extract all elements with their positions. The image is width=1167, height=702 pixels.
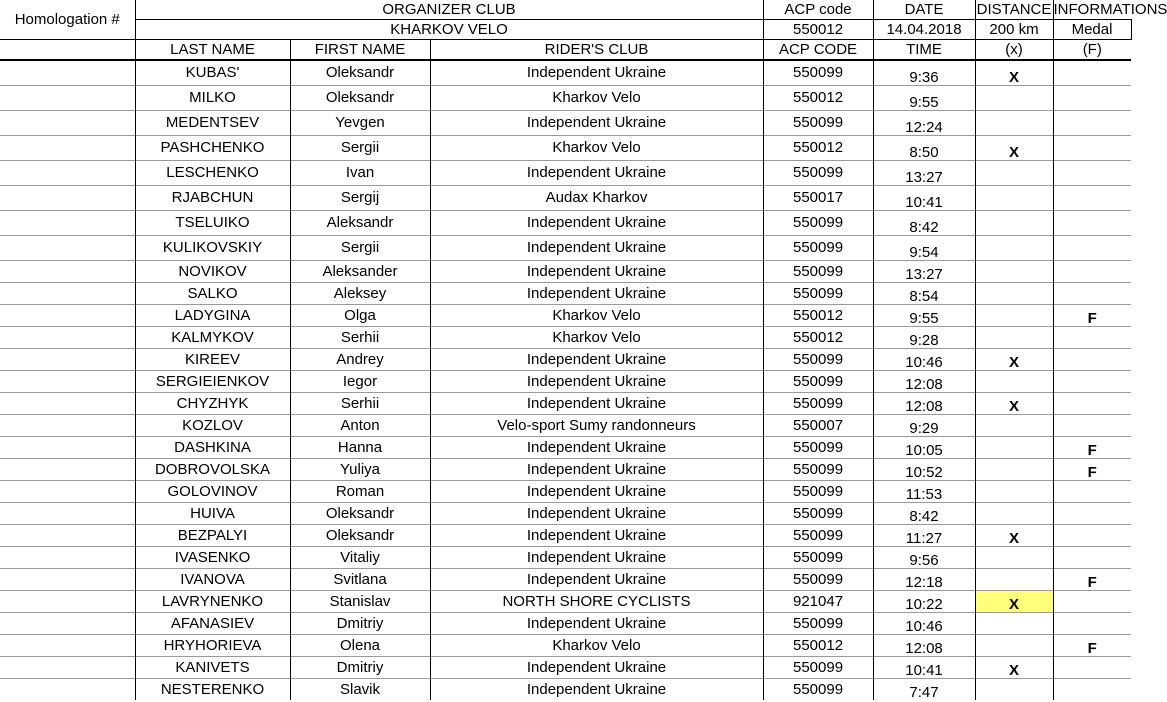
row-lead-cell xyxy=(0,568,135,590)
medal-cell xyxy=(975,546,1053,568)
first-name-cell: Hanna xyxy=(290,436,430,458)
time-cell: 12:08 xyxy=(873,392,975,414)
gender-cell xyxy=(1053,524,1131,546)
last-name-cell: GOLOVINOV xyxy=(135,480,290,502)
gender-cell xyxy=(1053,85,1131,110)
gender-cell xyxy=(1053,326,1131,348)
time-cell: 9:28 xyxy=(873,326,975,348)
row-lead-cell xyxy=(0,304,135,326)
first-name-cell: Anton xyxy=(290,414,430,436)
last-name-cell: HUIVA xyxy=(135,502,290,524)
last-name-cell: SALKO xyxy=(135,282,290,304)
acp-code-cell: 550012 xyxy=(763,326,873,348)
medal-cell xyxy=(975,210,1053,235)
riders-club-cell: Independent Ukraine xyxy=(430,546,763,568)
row-lead-cell xyxy=(0,678,135,700)
first-name-cell: Aleksander xyxy=(290,260,430,282)
last-name-cell: SERGIEIENKOV xyxy=(135,370,290,392)
column-header-row xyxy=(0,40,1131,61)
acp-code-cell: 550099 xyxy=(763,458,873,480)
medal-label: Medal xyxy=(1053,20,1131,40)
table-row xyxy=(0,282,1131,304)
informations-label: INFORMATIONS xyxy=(1053,1,1167,18)
acp-code-cell: 550099 xyxy=(763,612,873,634)
acp-code-cell: 550012 xyxy=(763,135,873,160)
medal-cell: X xyxy=(975,590,1053,612)
table-row xyxy=(0,185,1131,210)
medal-cell xyxy=(975,304,1053,326)
time-cell: 8:42 xyxy=(873,502,975,524)
table-row xyxy=(0,568,1131,590)
acp-code-cell: 550099 xyxy=(763,210,873,235)
time-cell: 9:55 xyxy=(873,304,975,326)
last-name-cell: KANIVETS xyxy=(135,656,290,678)
riders-club-cell: Independent Ukraine xyxy=(430,568,763,590)
table-row xyxy=(0,634,1131,656)
acp-code-cell: 550007 xyxy=(763,414,873,436)
gender-cell xyxy=(1053,348,1131,370)
time-cell: 13:27 xyxy=(873,160,975,185)
last-name-cell: KIREEV xyxy=(135,348,290,370)
acp-code-cell: 550099 xyxy=(763,282,873,304)
time-cell: 10:41 xyxy=(873,656,975,678)
first-name-cell: Stanislav xyxy=(290,590,430,612)
row-lead-cell xyxy=(0,135,135,160)
time-cell: 13:27 xyxy=(873,260,975,282)
medal-cell: X xyxy=(975,348,1053,370)
row-lead-cell xyxy=(0,348,135,370)
time-cell: 12:08 xyxy=(873,370,975,392)
riders-club-cell: Independent Ukraine xyxy=(430,110,763,135)
time-cell: 12:18 xyxy=(873,568,975,590)
first-name-cell: Ivan xyxy=(290,160,430,185)
medal-cell xyxy=(975,568,1053,590)
medal-cell: X xyxy=(975,656,1053,678)
row-lead-cell xyxy=(0,458,135,480)
distance-value: 200 km xyxy=(975,20,1053,40)
last-name-cell: KUBAS' xyxy=(135,60,290,85)
first-name-cell: Roman xyxy=(290,480,430,502)
row-lead-cell xyxy=(0,656,135,678)
riders-club-cell: Independent Ukraine xyxy=(430,370,763,392)
riders-club-cell: Independent Ukraine xyxy=(430,502,763,524)
last-name-cell: HRYHORIEVA xyxy=(135,634,290,656)
riders-club-cell: Independent Ukraine xyxy=(430,524,763,546)
table-row xyxy=(0,678,1131,700)
col-time: TIME xyxy=(873,40,975,61)
table-row xyxy=(0,546,1131,568)
table-row xyxy=(0,135,1131,160)
distance-label: DISTANCE xyxy=(976,1,1052,18)
gender-cell xyxy=(1053,110,1131,135)
gender-cell xyxy=(1053,656,1131,678)
medal-cell xyxy=(975,480,1053,502)
acp-code-cell: 550012 xyxy=(763,85,873,110)
time-cell: 10:05 xyxy=(873,436,975,458)
row-lead-cell xyxy=(0,282,135,304)
table-row xyxy=(0,590,1131,612)
time-cell: 9:29 xyxy=(873,414,975,436)
first-name-cell: Olena xyxy=(290,634,430,656)
riders-club-cell: Independent Ukraine xyxy=(430,612,763,634)
gender-cell xyxy=(1053,612,1131,634)
medal-cell xyxy=(975,678,1053,700)
riders-club-cell: Velo-sport Sumy randonneurs xyxy=(430,414,763,436)
time-cell: 8:54 xyxy=(873,282,975,304)
medal-cell: X xyxy=(975,392,1053,414)
last-name-cell: LADYGINA xyxy=(135,304,290,326)
row-lead-cell xyxy=(0,185,135,210)
col-riders-club: RIDER'S CLUB xyxy=(430,40,763,61)
row-lead-cell xyxy=(0,160,135,185)
row-lead-cell xyxy=(0,414,135,436)
table-row xyxy=(0,656,1131,678)
riders-club-cell: Independent Ukraine xyxy=(430,392,763,414)
medal-cell xyxy=(975,235,1053,260)
gender-cell xyxy=(1053,502,1131,524)
medal-cell xyxy=(975,612,1053,634)
first-name-cell: Sergii xyxy=(290,235,430,260)
medal-cell xyxy=(975,370,1053,392)
gender-cell: F xyxy=(1053,304,1131,326)
riders-club-cell: Independent Ukraine xyxy=(430,458,763,480)
row-lead-cell xyxy=(0,370,135,392)
first-name-cell: Andrey xyxy=(290,348,430,370)
first-name-cell: Svitlana xyxy=(290,568,430,590)
col-acp-code: ACP CODE xyxy=(763,40,873,61)
riders-club-cell: Independent Ukraine xyxy=(430,160,763,185)
acp-code-cell: 550099 xyxy=(763,392,873,414)
time-cell: 8:42 xyxy=(873,210,975,235)
table-row xyxy=(0,260,1131,282)
header-row-1 xyxy=(0,0,1131,20)
first-name-cell: Vitaliy xyxy=(290,546,430,568)
row-lead-cell xyxy=(0,480,135,502)
medal-cell xyxy=(975,458,1053,480)
gender-cell xyxy=(1053,590,1131,612)
table-row xyxy=(0,160,1131,185)
riders-club-cell: Independent Ukraine xyxy=(430,60,763,85)
header-row-2 xyxy=(0,20,1131,40)
table-row xyxy=(0,436,1131,458)
time-cell: 9:54 xyxy=(873,235,975,260)
last-name-cell: BEZPALYI xyxy=(135,524,290,546)
table-row xyxy=(0,480,1131,502)
first-name-cell: Aleksey xyxy=(290,282,430,304)
time-cell: 11:53 xyxy=(873,480,975,502)
medal-cell xyxy=(975,85,1053,110)
riders-club-cell: Independent Ukraine xyxy=(430,210,763,235)
time-cell: 9:55 xyxy=(873,85,975,110)
gender-cell xyxy=(1053,678,1131,700)
last-name-cell: IVASENKO xyxy=(135,546,290,568)
table-row xyxy=(0,110,1131,135)
first-name-cell: Iegor xyxy=(290,370,430,392)
acp-code-cell: 550099 xyxy=(763,502,873,524)
gender-cell xyxy=(1053,160,1131,185)
gender-cell xyxy=(1053,235,1131,260)
last-name-cell: KOZLOV xyxy=(135,414,290,436)
table-row xyxy=(0,392,1131,414)
riders-club-cell: Kharkov Velo xyxy=(430,634,763,656)
medal-cell: X xyxy=(975,60,1053,85)
row-lead-cell xyxy=(0,110,135,135)
first-name-cell: Yevgen xyxy=(290,110,430,135)
row-lead-cell xyxy=(0,590,135,612)
table-row xyxy=(0,326,1131,348)
table-row xyxy=(0,235,1131,260)
first-name-cell: Slavik xyxy=(290,678,430,700)
riders-club-cell: Independent Ukraine xyxy=(430,235,763,260)
table-row xyxy=(0,458,1131,480)
first-name-cell: Dmitriy xyxy=(290,612,430,634)
row-lead-cell xyxy=(0,326,135,348)
time-cell: 12:24 xyxy=(873,110,975,135)
medal-cell xyxy=(975,326,1053,348)
last-name-cell: AFANASIEV xyxy=(135,612,290,634)
time-cell: 10:46 xyxy=(873,348,975,370)
table-row xyxy=(0,85,1131,110)
table-row xyxy=(0,370,1131,392)
acp-code-value: 550012 xyxy=(763,20,873,40)
last-name-cell: LESCHENKO xyxy=(135,160,290,185)
first-name-cell: Oleksandr xyxy=(290,85,430,110)
riders-club-cell: NORTH SHORE CYCLISTS xyxy=(430,590,763,612)
gender-cell xyxy=(1053,282,1131,304)
row-lead-cell xyxy=(0,546,135,568)
homologation-label: Homologation # xyxy=(14,11,120,28)
medal-cell: X xyxy=(975,524,1053,546)
acp-code-cell: 550099 xyxy=(763,348,873,370)
first-name-cell: Aleksandr xyxy=(290,210,430,235)
gender-cell xyxy=(1053,135,1131,160)
last-name-cell: NESTERENKO xyxy=(135,678,290,700)
table-row xyxy=(0,348,1131,370)
acp-code-cell: 550099 xyxy=(763,436,873,458)
medal-cell xyxy=(975,160,1053,185)
first-name-cell: Oleksandr xyxy=(290,502,430,524)
riders-club-cell: Audax Kharkov xyxy=(430,185,763,210)
gender-cell: F xyxy=(1053,568,1131,590)
acp-code-cell: 550099 xyxy=(763,370,873,392)
row-lead-cell xyxy=(0,634,135,656)
row-lead-cell xyxy=(0,392,135,414)
last-name-cell: CHYZHYK xyxy=(135,392,290,414)
gender-cell xyxy=(1053,546,1131,568)
riders-club-cell: Independent Ukraine xyxy=(430,678,763,700)
table-row xyxy=(0,524,1131,546)
last-name-cell: TSELUIKO xyxy=(135,210,290,235)
row-lead-cell xyxy=(0,524,135,546)
riders-club-cell: Independent Ukraine xyxy=(430,260,763,282)
organizer-club-label: ORGANIZER CLUB xyxy=(135,0,763,20)
table-row xyxy=(0,210,1131,235)
acp-code-cell: 550099 xyxy=(763,656,873,678)
row-lead-cell xyxy=(0,612,135,634)
gender-cell xyxy=(1053,370,1131,392)
last-name-cell: IVANOVA xyxy=(135,568,290,590)
time-cell: 10:22 xyxy=(873,590,975,612)
acp-code-cell: 550099 xyxy=(763,480,873,502)
last-name-cell: DASHKINA xyxy=(135,436,290,458)
last-name-cell: NOVIKOV xyxy=(135,260,290,282)
riders-club-cell: Kharkov Velo xyxy=(430,326,763,348)
col-medal-sub: (x) xyxy=(975,40,1053,61)
medal-cell xyxy=(975,110,1053,135)
first-name-cell: Olga xyxy=(290,304,430,326)
last-name-cell: MEDENTSEV xyxy=(135,110,290,135)
time-cell: 10:52 xyxy=(873,458,975,480)
time-cell: 10:46 xyxy=(873,612,975,634)
gender-cell xyxy=(1053,260,1131,282)
first-name-cell: Sergii xyxy=(290,135,430,160)
time-cell: 9:36 xyxy=(873,60,975,85)
time-cell: 9:56 xyxy=(873,546,975,568)
row-lead-cell xyxy=(0,235,135,260)
date-label: DATE xyxy=(873,0,975,20)
riders-club-cell: Kharkov Velo xyxy=(430,304,763,326)
acp-code-cell: 550012 xyxy=(763,304,873,326)
riders-club-cell: Independent Ukraine xyxy=(430,656,763,678)
acp-code-cell: 550099 xyxy=(763,546,873,568)
row-lead-cell xyxy=(0,210,135,235)
time-cell: 10:41 xyxy=(873,185,975,210)
first-name-cell: Serhii xyxy=(290,392,430,414)
riders-club-cell: Kharkov Velo xyxy=(430,85,763,110)
riders-club-cell: Independent Ukraine xyxy=(430,282,763,304)
last-name-cell: MILKO xyxy=(135,85,290,110)
date-value: 14.04.2018 xyxy=(873,20,975,40)
last-name-cell: DOBROVOLSKA xyxy=(135,458,290,480)
gender-cell: F xyxy=(1053,458,1131,480)
medal-cell xyxy=(975,414,1053,436)
gender-cell xyxy=(1053,185,1131,210)
time-cell: 12:08 xyxy=(873,634,975,656)
last-name-cell: RJABCHUN xyxy=(135,185,290,210)
acp-code-cell: 550099 xyxy=(763,160,873,185)
results-table-body xyxy=(0,60,1131,700)
row-lead-cell xyxy=(0,85,135,110)
acp-code-cell: 550099 xyxy=(763,260,873,282)
medal-cell xyxy=(975,260,1053,282)
first-name-cell: Dmitriy xyxy=(290,656,430,678)
row-lead-cell xyxy=(0,502,135,524)
time-cell: 7:47 xyxy=(873,678,975,700)
riders-club-cell: Kharkov Velo xyxy=(430,135,763,160)
table-row xyxy=(0,414,1131,436)
first-name-cell: Oleksandr xyxy=(290,60,430,85)
medal-cell xyxy=(975,185,1053,210)
organizer-club-value: KHARKOV VELO xyxy=(135,20,763,40)
acp-code-cell: 550099 xyxy=(763,235,873,260)
gender-cell: F xyxy=(1053,634,1131,656)
medal-cell xyxy=(975,502,1053,524)
acp-code-cell: 550099 xyxy=(763,60,873,85)
table-row xyxy=(0,304,1131,326)
col-gender-sub: (F) xyxy=(1053,40,1131,61)
medal-cell xyxy=(975,634,1053,656)
riders-club-cell: Independent Ukraine xyxy=(430,436,763,458)
row-lead-cell xyxy=(0,260,135,282)
medal-cell xyxy=(975,436,1053,458)
col-first-name: FIRST NAME xyxy=(290,40,430,61)
gender-cell xyxy=(1053,392,1131,414)
gender-cell xyxy=(1053,480,1131,502)
gender-cell xyxy=(1053,210,1131,235)
riders-club-cell: Independent Ukraine xyxy=(430,480,763,502)
table-row xyxy=(0,60,1131,85)
first-name-cell: Oleksandr xyxy=(290,524,430,546)
table-row xyxy=(0,502,1131,524)
last-name-cell: PASHCHENKO xyxy=(135,135,290,160)
first-name-cell: Sergij xyxy=(290,185,430,210)
time-cell: 11:27 xyxy=(873,524,975,546)
acp-code-label: ACP code xyxy=(763,0,873,20)
table-row xyxy=(0,612,1131,634)
last-name-cell: KALMYKOV xyxy=(135,326,290,348)
first-name-cell: Serhii xyxy=(290,326,430,348)
last-name-cell: LAVRYNENKO xyxy=(135,590,290,612)
acp-code-cell: 921047 xyxy=(763,590,873,612)
riders-club-cell: Independent Ukraine xyxy=(430,348,763,370)
last-name-cell: KULIKOVSKIY xyxy=(135,235,290,260)
col-last-name: LAST NAME xyxy=(135,40,290,61)
medal-cell xyxy=(975,282,1053,304)
first-name-cell: Yuliya xyxy=(290,458,430,480)
gender-cell xyxy=(1053,414,1131,436)
gender-cell: F xyxy=(1053,436,1131,458)
acp-code-cell: 550099 xyxy=(763,678,873,700)
row-lead-cell xyxy=(0,436,135,458)
acp-code-cell: 550017 xyxy=(763,185,873,210)
acp-code-cell: 550012 xyxy=(763,634,873,656)
acp-code-cell: 550099 xyxy=(763,568,873,590)
time-cell: 8:50 xyxy=(873,135,975,160)
acp-code-cell: 550099 xyxy=(763,524,873,546)
acp-code-cell: 550099 xyxy=(763,110,873,135)
medal-cell: X xyxy=(975,135,1053,160)
gender-cell xyxy=(1053,60,1131,85)
row-lead-cell xyxy=(0,60,135,85)
